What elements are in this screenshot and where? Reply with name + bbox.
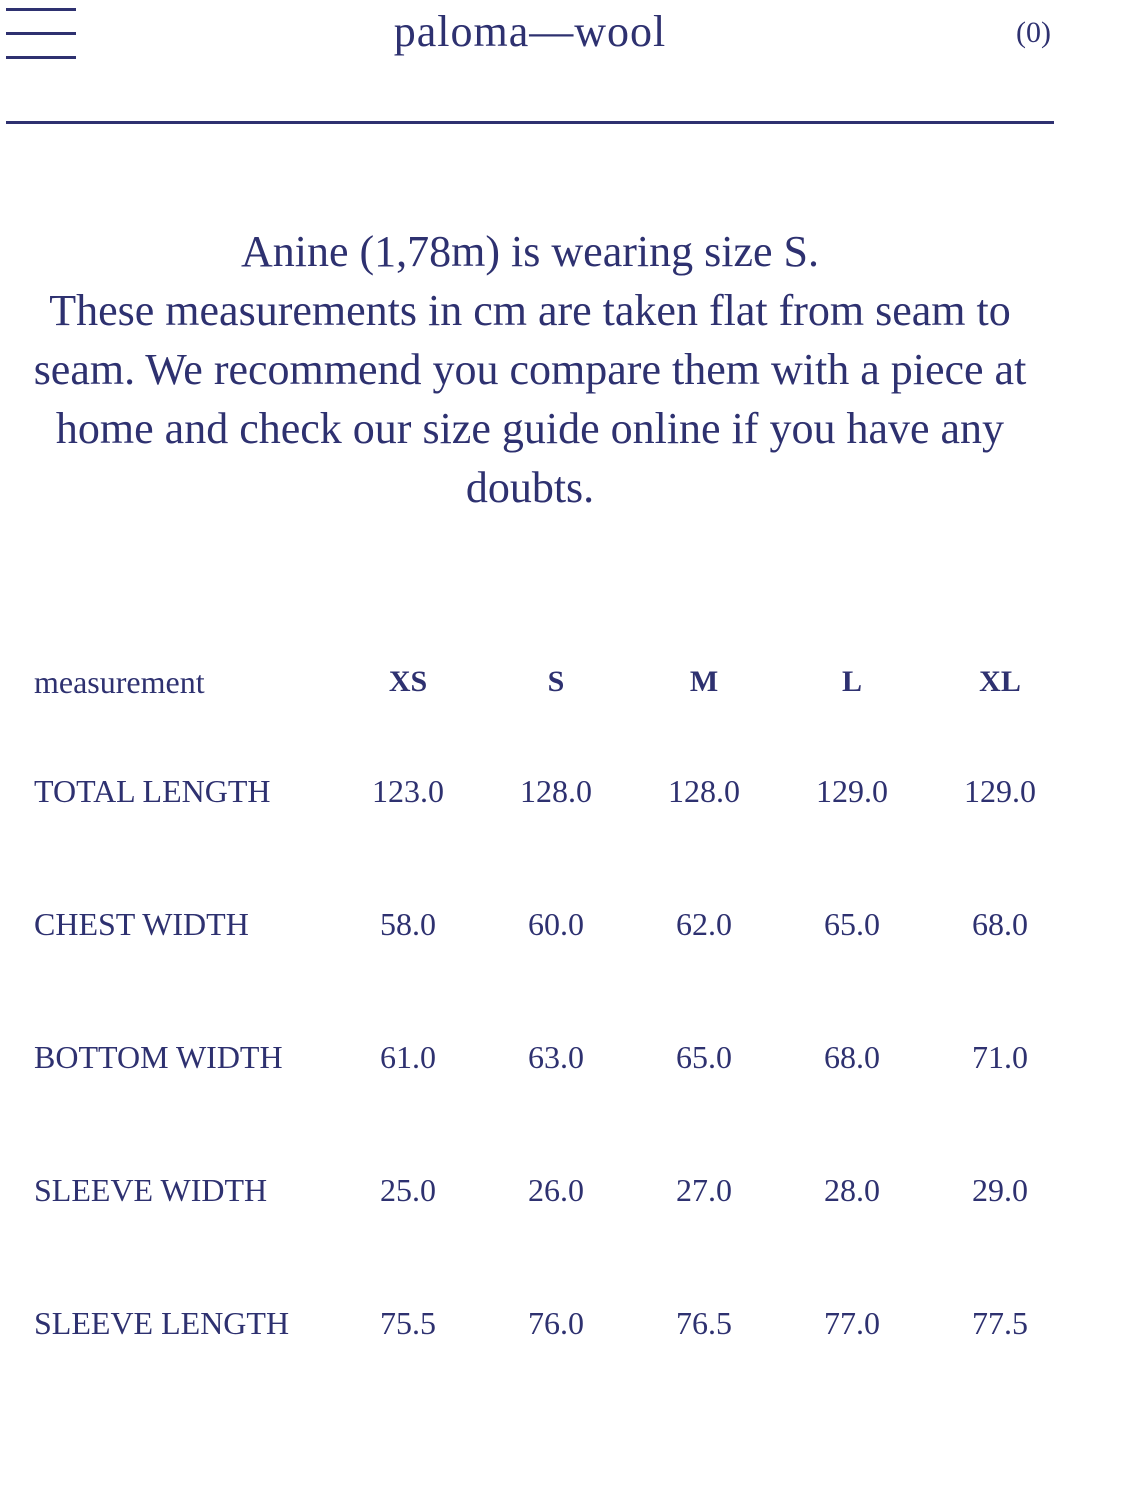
table-cell: 61.0	[380, 1038, 436, 1075]
table-cell: 60.0	[528, 905, 584, 942]
row-label: BOTTOM WIDTH	[34, 1038, 283, 1075]
size-guide-intro	[20, 222, 1040, 517]
size-table-header	[34, 640, 1074, 724]
table-cell: 65.0	[676, 1038, 732, 1075]
row-label: SLEEVE LENGTH	[34, 1304, 290, 1341]
table-row	[34, 1123, 1074, 1256]
table-cell: 129.0	[816, 772, 888, 809]
size-header-xs: XS	[388, 665, 428, 698]
table-cell: 123.0	[372, 772, 444, 809]
header-divider	[6, 121, 1054, 124]
measurement-header: measurement	[34, 663, 205, 700]
table-cell: 76.5	[676, 1304, 732, 1341]
table-cell: 62.0	[676, 905, 732, 942]
table-cell: 68.0	[972, 905, 1028, 942]
brand-logo[interactable]: paloma—wool	[393, 7, 667, 56]
table-cell: 76.0	[528, 1304, 584, 1341]
table-cell: 27.0	[676, 1171, 732, 1208]
size-header-l: L	[841, 665, 862, 698]
table-cell: 77.5	[972, 1304, 1028, 1341]
table-cell: 68.0	[824, 1038, 880, 1075]
table-cell: 58.0	[380, 905, 436, 942]
size-table	[34, 640, 1074, 1389]
table-cell: 129.0	[964, 772, 1036, 809]
measurement-note: These measurements in cm are taken flat from seam to seam. We recommend you compare them with a piece at home and check our size guide online if you have any doubts.	[33, 286, 1027, 512]
table-cell: 26.0	[528, 1171, 584, 1208]
model-size-note: Anine (1,78m) is wearing size S.	[241, 227, 819, 276]
size-header-m: M	[689, 665, 719, 698]
row-label: TOTAL LENGTH	[34, 772, 271, 809]
table-row	[34, 1256, 1074, 1389]
table-cell: 75.5	[380, 1304, 436, 1341]
table-cell: 77.0	[824, 1304, 880, 1341]
table-cell: 128.0	[520, 772, 592, 809]
table-row	[34, 857, 1074, 990]
table-cell: 71.0	[972, 1038, 1028, 1075]
table-row	[34, 724, 1074, 857]
cart-button[interactable]: (0)	[1016, 16, 1051, 49]
size-header-xl: XL	[979, 665, 1021, 698]
row-label: SLEEVE WIDTH	[34, 1171, 268, 1208]
table-cell: 29.0	[972, 1171, 1028, 1208]
table-cell: 63.0	[528, 1038, 584, 1075]
table-cell: 65.0	[824, 905, 880, 942]
table-cell: 128.0	[668, 772, 740, 809]
row-label: CHEST WIDTH	[34, 905, 249, 942]
table-cell: 25.0	[380, 1171, 436, 1208]
table-row	[34, 990, 1074, 1123]
size-header-s: S	[547, 665, 565, 698]
table-cell: 28.0	[824, 1171, 880, 1208]
